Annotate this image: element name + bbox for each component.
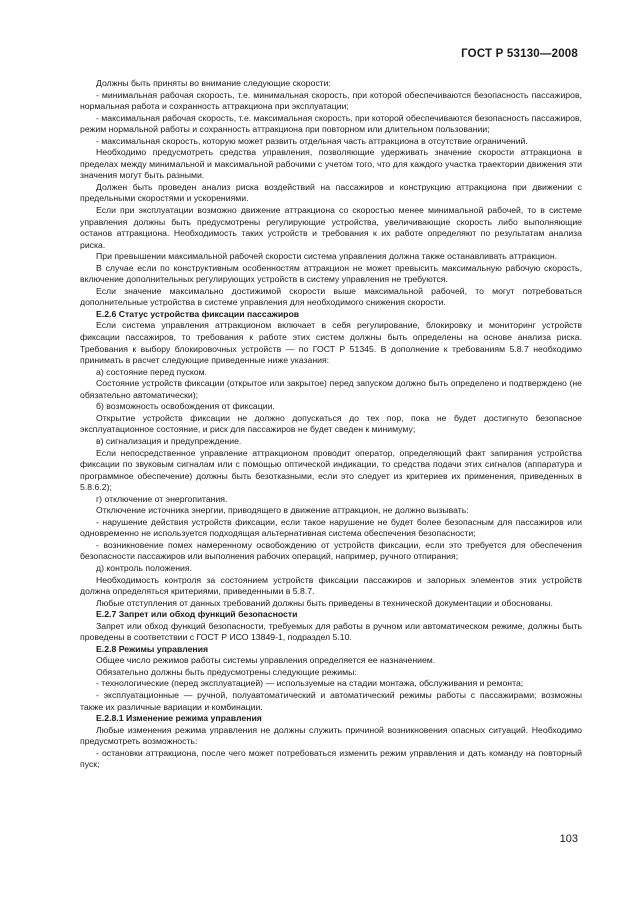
- paragraph: Необходимо предусмотреть средства управления, позволяющие удерживать значение скорости аттракциона в пределах между минимальной и максимальной рабочими с учетом того, что для каждого участка траектории движения эти значения могут быть разными.: [80, 147, 582, 181]
- paragraph: Если система управления аттракционом включает в себя регулирование, блокировку и мониторинг устройств фиксации пассажиров, то требования к работе этих систем должны быть определены на основе анализа риска. Требования к выбору блокировочных устройств — по ГОСТ Р 51345. В дополнение к требованиям 5.8.7 необходимо принимать в расчет следующие приведенные ниже указания:: [80, 320, 582, 366]
- paragraph: - остановки аттракциона, после чего может потребоваться изменить режим управления и дать команду на повторный пуск;: [80, 747, 582, 770]
- paragraph: Состояние устройств фиксации (открытое или закрытое) перед запуском должно быть определено и подтверждено (не обязательно автоматически);: [80, 378, 582, 400]
- paragraph: Должны быть приняты во внимание следующие скорости:: [96, 78, 331, 88]
- paragraph: - возникновение помех намеренному освобождению от устройств фиксации, если это требуется для обеспечения безопасности пассажиров или выполнения рабочих операций, например, ручного отпирания;: [80, 539, 582, 562]
- paragraph: в) сигнализация и предупреждение.: [96, 435, 242, 446]
- paragraph: Если при эксплуатации возможно движение аттракциона со скоростью менее минимальной рабочей, то в системе управления должны быть предусмотрены регулирующие устройства, увеличивающие скорость либо выполняющие останов аттракциона. Необходимость таких устройств и требования к их работе определяют по результатам анализа риска.: [80, 205, 582, 250]
- paragraph: Любые изменения режима управления не должны служить причиной возникновения опасных ситуаций. Необходимо предусмотреть возможность:: [80, 724, 582, 747]
- paragraph: Запрет или обход функций безопасности, требуемых для работы в ручном или автоматическом режиме, должны быть проведены в соответствии с ГОСТ Р ИСО 13849-1, подраздел 5.10.: [80, 620, 582, 643]
- section-heading: Е.2.7 Запрет или обход функций безопасности: [96, 609, 298, 620]
- paragraph: Должен быть проведен анализ риска воздействий на пассажиров и конструкцию аттракциона при движении с предельными скоростями и ускорениями.: [80, 181, 582, 204]
- paragraph: Если значение максимально достижимой скорости выше максимальной рабочей, то могут потребоваться дополнительные устройства в системе управления для необходимого снижения скорости.: [80, 285, 582, 308]
- page-body: [80, 78, 582, 771]
- section-heading: Е.2.8.1 Изменение режима управления: [96, 713, 262, 724]
- paragraph: - максимальная рабочая скорость, т.е. максимальная скорость, при которой обеспечиваются безопасность пассажиров, режим нормальной работы и сохранность аттракциона при повторном или длительном пользовании;: [80, 112, 582, 135]
- paragraph: В случае если по конструктивным особенностям аттракцион не может превысить максимальную рабочую скорость, включение дополнительных регулирующих устройств в систему управления не требуются.: [80, 262, 582, 285]
- paragraph: Любые отступления от данных требований должны быть приведены в технической документации и обоснованы.: [96, 597, 553, 608]
- paragraph: Отключение источника энергии, приводящего в движение аттракцион, не должно вызывать:: [96, 505, 469, 516]
- paragraph: Если непосредственное управление аттракционом проводит оператор, определяющий факт запирания устройства фиксации по звуковым сигналам или с помощью оптической индикации, то средства подачи этих сигналов (аппаратура и программное обеспечение) должны быть безотказными, если это следует из критериев их применения, приведенных в 5.8.6.2);: [80, 447, 582, 493]
- paragraph: д) контроль положения.: [96, 562, 193, 573]
- paragraph: б) возможность освобождения от фиксации.: [96, 401, 275, 412]
- paragraph: При превышении максимальной рабочей скорости система управления должна также останавливать аттракцион.: [96, 251, 558, 262]
- paragraph: - минимальная рабочая скорость, т.е. минимальная скорость, при которой обеспечиваются безопасность пассажиров, нормальная работа и сохранность аттракциона при эксплуатации;: [80, 89, 582, 112]
- paragraph: Открытие устройств фиксации не должно допускаться до тех пор, пока не будет достигнуто безопасное эксплуатационное состояние, и риск для пассажиров не будет сведен к минимуму;: [80, 412, 582, 435]
- section-heading: Е.2.8 Режимы управления: [96, 643, 209, 654]
- paragraph: - эксплуатационные — ручной, полуавтоматический и автоматический режимы работы с пассажирами; возможны также их различные вариации и комбинации.: [80, 689, 582, 712]
- paragraph: Общее число режимов работы системы управления определяется ее назначением.: [96, 655, 436, 666]
- paragraph: - технологические (перед эксплуатацией) — используемые на стадии монтажа, обслуживания и ремонта;: [96, 678, 524, 689]
- section-heading: Е.2.6 Статус устройства фиксации пассажиров: [96, 308, 300, 319]
- paragraph: Необходимость контроля за состоянием устройств фиксации пассажиров и запорных элементов этих устройств должна определяться критериями, приведенными в 5.8.7.: [80, 574, 582, 597]
- page-number: 103: [559, 833, 578, 845]
- paragraph: - максимальная скорость, которую может развить отдельная часть аттракциона в отсутствие ограничений.: [96, 135, 528, 146]
- paragraph: Обязательно должны быть предусмотрены следующие режимы:: [96, 666, 357, 677]
- paragraph: а) состояние перед пуском.: [96, 366, 207, 377]
- document-header: ГОСТ Р 53130—2008: [461, 48, 578, 60]
- paragraph: г) отключение от энергопитания.: [96, 493, 228, 504]
- paragraph: - нарушение действия устройств фиксации, если такое нарушение не будет более безопасным для пассажиров или одновременно не используется подходящая альтернативная система обеспечения безопасности;: [80, 516, 582, 539]
